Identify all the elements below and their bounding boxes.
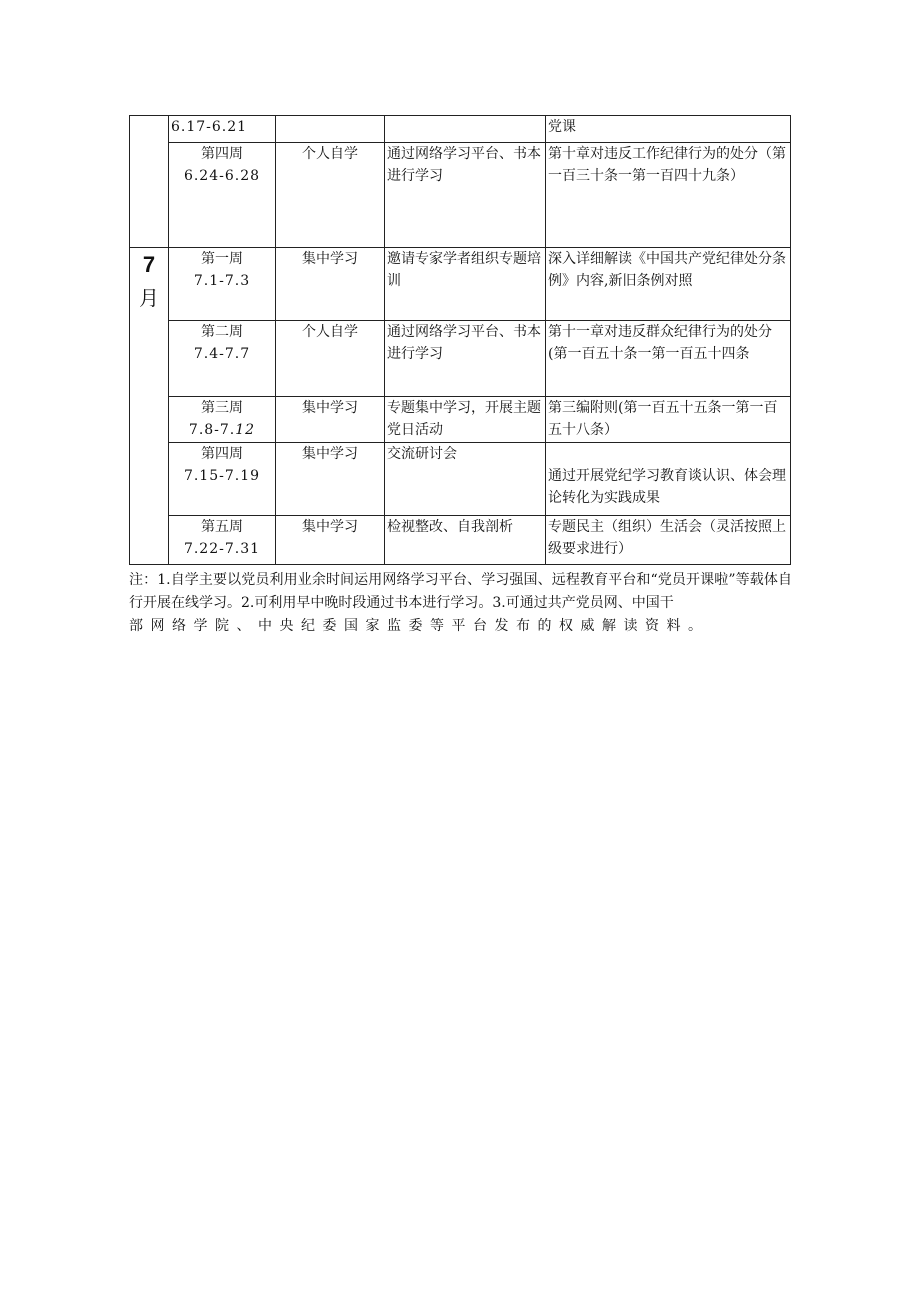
table-row	[130, 248, 791, 321]
week-cell	[169, 321, 276, 397]
table-row	[130, 116, 791, 143]
week-dates: 7.4-7.7	[193, 346, 251, 362]
week-label: 第一周	[201, 251, 243, 267]
week-label: 第二周	[201, 324, 243, 340]
study-content: 深入详细解读《中国共产党纪律处分条例》内容,新旧条例对照	[546, 248, 791, 321]
week-cell	[169, 516, 276, 565]
study-mode: 集中学习	[276, 516, 385, 565]
week-dates: 7.22-7.31	[183, 541, 261, 557]
week-dates: 7.1-7.3	[193, 273, 251, 289]
week-dates-end: 12	[235, 422, 256, 438]
study-method: 通过网络学习平台、书本进行学习	[385, 321, 546, 397]
study-mode: 集中学习	[276, 443, 385, 516]
month-char: 月	[139, 288, 159, 310]
table-row	[130, 443, 791, 516]
study-mode: 个人自学	[276, 143, 385, 248]
table-row	[130, 397, 791, 443]
study-content: 党课	[546, 116, 791, 143]
footnote-line: 部网络学院、中央纪委国家监委等平台发布的权威解读资料。	[129, 618, 710, 634]
study-mode: 集中学习	[276, 397, 385, 443]
study-mode	[276, 116, 385, 143]
week-cell	[169, 248, 276, 321]
week-label: 第五周	[201, 519, 243, 535]
study-mode: 个人自学	[276, 321, 385, 397]
week-dates: 6.17-6.21	[169, 116, 276, 143]
month-cell-july	[130, 248, 169, 565]
study-mode: 集中学习	[276, 248, 385, 321]
week-dates: 6.24-6.28	[183, 168, 261, 184]
week-label: 第四周	[201, 446, 243, 462]
study-method: 交流研讨会	[385, 443, 546, 516]
footnote	[129, 569, 792, 638]
week-label: 第四周	[201, 146, 243, 162]
table-row	[130, 516, 791, 565]
week-cell	[169, 443, 276, 516]
table-row	[130, 321, 791, 397]
month-cell-june	[130, 116, 169, 248]
week-dates-start: 7.8-7.	[188, 422, 236, 438]
study-method: 邀请专家学者组织专题培训	[385, 248, 546, 321]
week-label: 第三周	[201, 400, 243, 416]
study-method: 专题集中学习，开展主题党日活动	[385, 397, 546, 443]
study-method: 检视整改、自我剖析	[385, 516, 546, 565]
week-cell	[169, 143, 276, 248]
study-content	[546, 443, 791, 516]
study-method: 通过网络学习平台、书本进行学习	[385, 143, 546, 248]
study-content: 第三编附则(第一百五十五条一第一百五十八条）	[546, 397, 791, 443]
study-content: 专题民主（组织）生活会（灵活按照上级要求进行）	[546, 516, 791, 565]
week-dates	[171, 419, 273, 441]
study-content: 第十一章对违反群众纪律行为的处分(第一百五十条一第一百五十四条	[546, 321, 791, 397]
study-schedule-table	[129, 115, 791, 565]
week-dates: 7.15-7.19	[183, 468, 261, 484]
footnote-line: 注：1.自学主要以党员利用业余时间运用网络学习平台、学习强国、远程教育平台和“党员开课啦”等载体自行开展在线学习。2.可利用早中晚时段通过书本进行学习。3.可通过共产党员网、中国干	[129, 572, 792, 611]
study-content: 第十章对违反工作纪律行为的处分（第一百三十条一第一百四十九条）	[546, 143, 791, 248]
study-method	[385, 116, 546, 143]
week-cell	[169, 397, 276, 443]
study-content-text: 通过开展党纪学习教育谈认识、体会理论转化为实践成果	[548, 468, 786, 506]
month-number: 7	[142, 252, 156, 277]
table-row	[130, 143, 791, 248]
